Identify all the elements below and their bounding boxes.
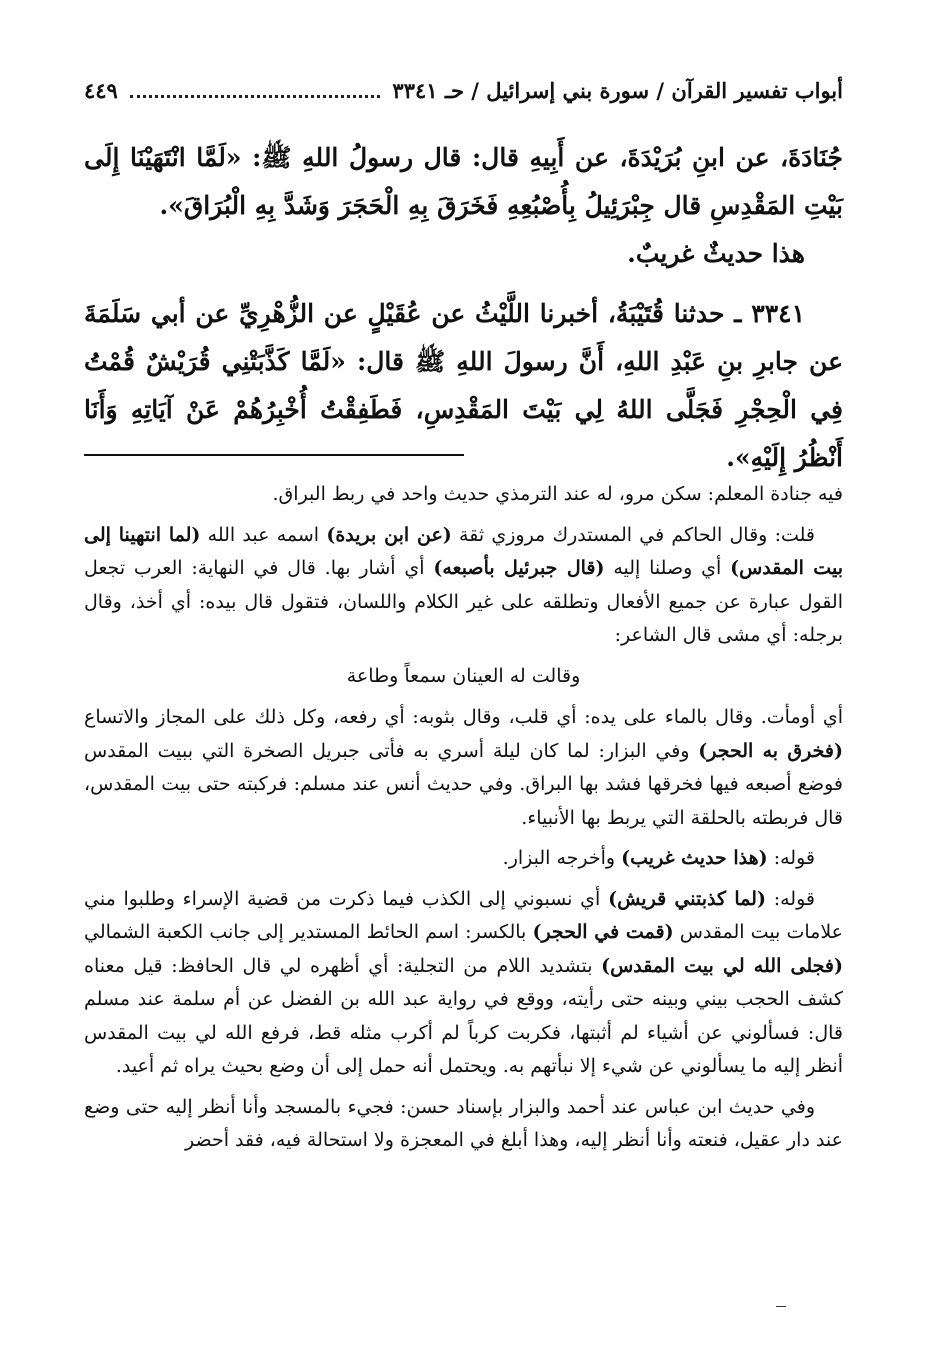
quoted-phrase: (عن ابن بريدة) [326,523,452,546]
note-text: أي نسبوني إلى الكذب فيما ذكرت من قضية الإسراء وطلبوا مني علامات بيت المقدس [84,887,844,943]
header-dot-leader [130,85,381,98]
note-paragraph [84,883,843,1084]
note-text: اسمه عبد الله [200,523,327,546]
quoted-phrase: (قمت في الحجر) [532,921,674,943]
note-paragraph: وفي حديث ابن عباس عند أحمد والبزار بإسناد حسن: فجيء بالمسجد وأنا أنظر إليه حتى وضع عند دار عقيل، فنعته وأنا أنظر إليه، وهذا أبلغ في المعجزة ولا استحالة فيه، فقد أحضر [84,1095,843,1151]
note-text: وأخرجه البزار. [502,847,622,869]
hadith-grading: هذا حديثٌ غريبٌ. [627,239,805,268]
page-number: ٤٤٩ [84,78,118,103]
note-text: قوله: [767,847,815,869]
note-paragraph [84,519,843,653]
commentary [84,478,843,1165]
quoted-phrase: (لما كذبتني قريش) [608,887,766,910]
hadith-text [84,134,843,482]
quoted-phrase: (لما انتهينا إلى بيت المقدس) [84,523,843,579]
note-text: أي وصلنا إليه [604,557,731,579]
header-title: أبواب تفسير القرآن / سورة بني إسرائيل / حـ ٣٣٤١ [392,78,843,103]
note-text: قوله: [765,887,815,910]
running-header [84,78,843,118]
note-narrator: فيه جنادة المعلم: سكن مرو، له عند الترمذي حديث واحد في ربط البراق. [272,483,843,505]
page-mark [776,1306,786,1307]
quoted-phrase: (فجلى الله لي بيت المقدس) [601,954,843,977]
hadith-3341: ٣٣٤١ ـ حدثنا قُتَيْبَةُ، أخبرنا اللَّيْثُ عن عُقَيْلٍ عن الزُّهْرِيِّ عن أبي سَلَمَةَ عن جابرِ بنِ عَبْدِ اللهِ، أَنَّ رسولَ اللهِ ﷺ قال: «لَمَّا كَذَّبَتْنِي قُرَيْشٌ قُمْتُ فِي الْحِجْرِ فَجَلَّى اللهُ لِي بَيْتَ المَقْدِسِ، فَطَفِقْتُ أُخْبِرُهُمْ عَنْ آيَاتِهِ وَأَنَا أَنْظُرُ إِلَيْهِ». [84,299,843,472]
quoted-phrase: (قال جبرئيل بأصبعه) [433,557,605,579]
hadith-continuation: جُنَادَةَ، عن ابنِ بُرَيْدَةَ، عن أَبِيهِ قال: قال رسولُ اللهِ ﷺ: «لَمَّا انْتَهَيْنَا إِلَى بَيْتِ المَقْدِسِ قال جِبْرَئِيلُ بِأُصْبُعِهِ فَخَرَقَ بِهِ الْحَجَرَ وَشَدَّ بِهِ الْبُرَاقَ». [84,143,843,220]
note-paragraph [84,701,843,835]
note-text: أي أومأت. وقال بالماء على يده: أي قلب، وقال بثوبه: أي رفعه، وكل ذلك على المجاز والاتساع [84,706,843,728]
note-text: وفي البزار: لما كان ليلة أسري به فأتى جبريل الصخرة التي ببيت المقدس فوضع أصبعه فيها فخرقها فشد بها البراق. وفي حديث أنس عند مسلم: فركبته حتى بيت المقدس، قال فربطته بالحلقة التي يربط بها الأنبياء. [84,739,843,829]
note-paragraph [84,842,843,876]
note-text: بتشديد اللام من التجلية: أي أظهره لي قال الحافظ: قيل معناه كشف الحجب بيني وبينه حتى رأيته، ووقع في رواية عبد الله بن الفضل عن أم سلمة عند مسلم قال: فسألوني عن أشياء لم أثبتها، فكربت كرباً لم أكرب مثله قط، فرفع الله لي بيت المقدس أنظر إليه ما يسألوني عن شيء إلا نبأتهم به. ويحتمل أنه حمل إلى أن وضع بحيث يراه ثم أعيد. [84,954,843,1077]
note-text: أي أشار بها. قال في النهاية: العرب تجعل القول عبارة عن جميع الأفعال وتطلقه على غير الكلام واللسان، فتقول قال بيده: أي أخذ، وقال برجله: أي مشى قال الشاعر: [84,557,843,646]
footnote-separator [84,454,464,456]
poetry-verse: وقالت له العينان سمعاً وطاعة [346,664,581,687]
quoted-phrase: (هذا حديث غريب) [621,847,768,869]
note-text: بالكسر: اسم الحائط المستدير إلى جانب الكعبة الشمالي [84,921,533,943]
quoted-phrase: (فخرق به الحجر) [698,739,843,762]
note-text: قلت: وقال الحاكم في المستدرك مروزي ثقة [451,523,815,546]
